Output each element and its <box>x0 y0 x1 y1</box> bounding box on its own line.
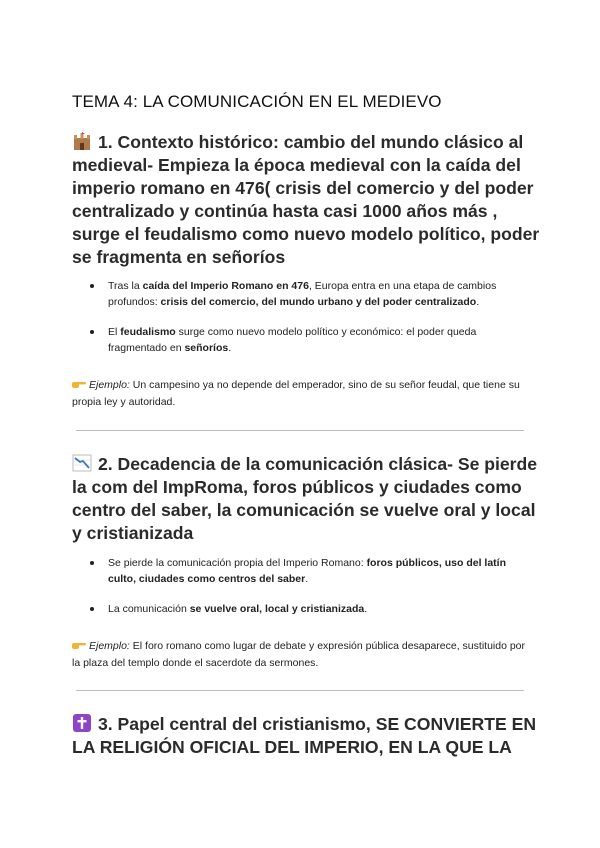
section-3-heading <box>72 713 542 759</box>
section-1-heading-text: 1. Contexto histórico: cambio del mundo clásico al medieval- Empieza la época medieval con la caída del imperio romano en 476( crisis del comercio y del poder centralizado y continúa hasta casi 1000 años más , surge el feudalismo como nuevo modelo político, poder se fragmenta en señoríos <box>72 132 540 267</box>
section-1-heading <box>72 131 542 269</box>
document-title: TEMA 4: LA COMUNICACIÓN EN EL MEDIEVO <box>72 92 442 111</box>
pointing-hand-icon <box>72 640 86 650</box>
section-2-heading <box>72 453 542 545</box>
latin-cross-icon <box>72 714 92 732</box>
section-2-example: Ejemplo: El foro romano como lugar de debate y expresión pública desaparece, sustituido por la plaza del templo donde el sacerdote da sermones. <box>72 640 526 669</box>
list-item: La comunicación se vuelve oral, local y cristianizada. <box>90 601 530 617</box>
section-divider <box>76 690 524 691</box>
castle-icon <box>72 132 92 150</box>
section-1-example: Ejemplo: Un campesino ya no depende del emperador, sino de su señor feudal, que tiene su propia ley y autoridad. <box>72 379 520 408</box>
chart-decreasing-icon <box>72 454 92 472</box>
list-item: Tras la caída del Imperio Romano en 476, Europa entra en una etapa de cambios profundos: crisis del comercio, del mundo urbano y del poder centralizado. <box>90 278 530 310</box>
pointing-hand-icon <box>72 379 86 389</box>
section-3-heading-text: 3. Papel central del cristianismo, SE CONVIERTE EN LA RELIGIÓN OFICIAL DEL IMPERIO, EN LA QUE LA <box>72 714 537 757</box>
section-2-bullets <box>90 555 530 631</box>
section-2-heading-text: 2. Decadencia de la comunicación clásica- Se pierde la com del ImpRoma, foros públicos y ciudades como centro del saber, la comunicación se vuelve oral y local y cristianizada <box>72 454 538 543</box>
list-item: El feudalismo surge como nuevo modelo político y económico: el poder queda fragmentado en señoríos. <box>90 324 530 356</box>
section-1-bullets <box>90 278 530 370</box>
list-item: Se pierde la comunicación propia del Imperio Romano: foros públicos, uso del latín culto, ciudades como centros del saber. <box>90 555 530 587</box>
section-divider <box>76 430 524 431</box>
